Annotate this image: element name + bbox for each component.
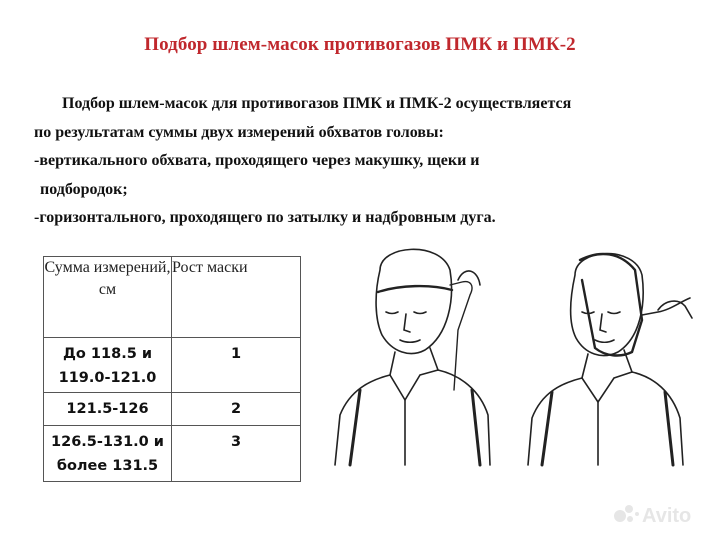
head-measurement-illustration xyxy=(330,240,710,470)
header-mask-size: Рост маски xyxy=(172,257,301,338)
intro-line-2: по результатам суммы двух измерений обхватов головы: xyxy=(34,123,444,141)
header-measurement-sum: Сумма измерений, см xyxy=(44,257,172,338)
row-range: До 118.5 и 119.0-121.0 xyxy=(44,338,172,393)
page-title: Подбор шлем-масок противогазов ПМК и ПМК-2 xyxy=(144,34,576,55)
intro-line-4: подбородок; xyxy=(40,180,128,198)
intro-line-1: Подбор шлем-масок для противогазов ПМК и ПМК-2 осуществляется xyxy=(62,95,572,112)
row-range: 126.5-131.0 и более 131.5 xyxy=(44,426,172,482)
table-row xyxy=(44,426,301,482)
watermark-logo xyxy=(612,500,712,528)
row-size: 1 xyxy=(172,338,301,393)
watermark-text: Avito xyxy=(642,505,692,527)
table-row xyxy=(44,338,301,393)
row-size: 2 xyxy=(172,393,301,426)
intro-line-5: -горизонтального, проходящего по затылку и надбровным дуга. xyxy=(34,209,496,226)
table-header-row xyxy=(44,257,301,338)
avito-logo-icon xyxy=(614,505,639,522)
table-row xyxy=(44,393,301,426)
figure-horizontal-measurement xyxy=(335,249,490,465)
row-size: 3 xyxy=(172,426,301,482)
intro-line-3: -вертикального обхвата, проходящего через макушку, щеки и xyxy=(34,152,480,169)
mask-size-table xyxy=(43,256,301,482)
row-range: 121.5-126 xyxy=(44,393,172,426)
figure-vertical-measurement xyxy=(528,254,692,465)
intro-text xyxy=(34,90,704,233)
